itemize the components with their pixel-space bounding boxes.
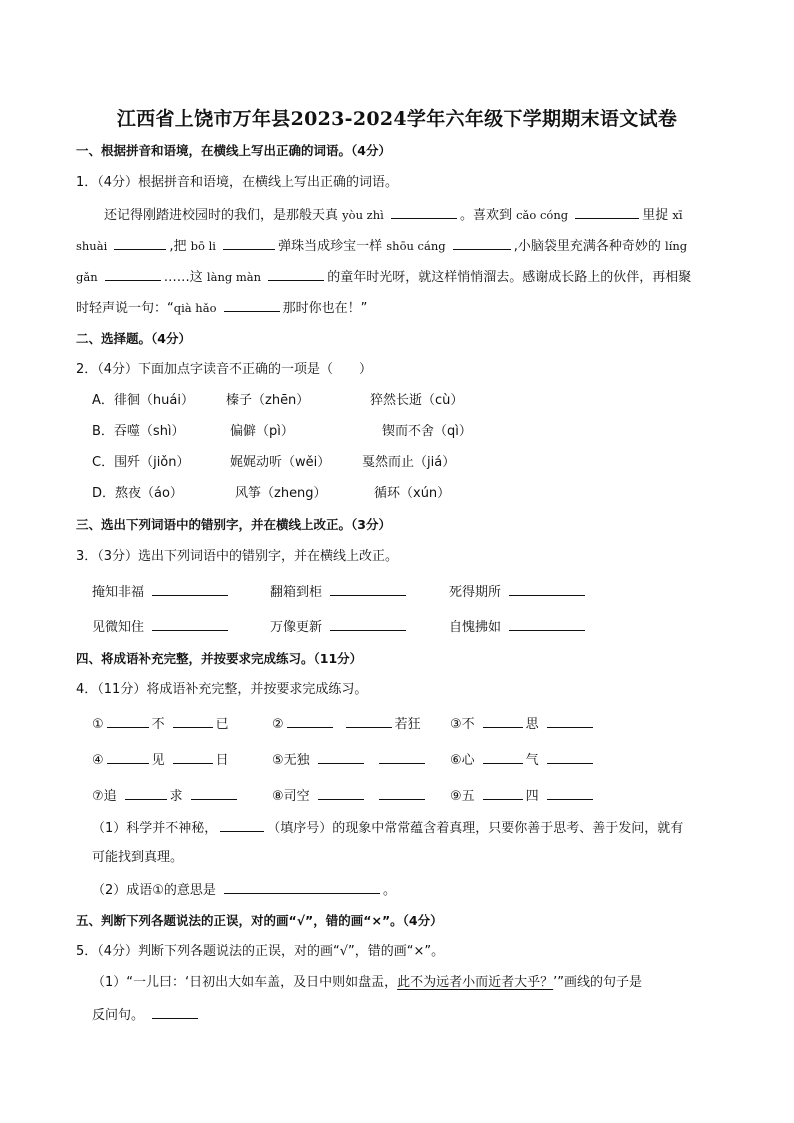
- idiom-9: ⑨五 四: [450, 786, 596, 806]
- q5-stem: 5．（4分）判断下列各题说法的正误，对的画“√”，错的画“×”。: [76, 944, 445, 959]
- q1-line-4: 时轻声说一句：“qià hǎo 那时你也在！”: [76, 298, 367, 318]
- q3-word: 万像更新: [270, 617, 409, 637]
- q4-sub-1-cont: 可能找到真理。: [92, 850, 184, 865]
- pinyin: bō li: [190, 239, 216, 253]
- option-d[interactable]: D．熬夜（áo）: [92, 486, 183, 501]
- answer-blank[interactable]: [483, 714, 523, 728]
- answer-blank[interactable]: [483, 750, 523, 764]
- page-title: 江西省上饶市万年县2023-2024学年六年级下学期期末语文试卷: [116, 108, 678, 130]
- answer-blank[interactable]: [379, 786, 425, 800]
- q1-line-2: shuài ,把 bō li 弹珠当成珍宝一样 shōu cáng ,小脑袋里充满各种奇妙的 líng: [76, 236, 687, 256]
- answer-blank[interactable]: [152, 1005, 198, 1019]
- option-b-word-3: 锲而不舍（qì）: [382, 424, 472, 439]
- option-c[interactable]: C．围歼（jiǒn）: [92, 455, 190, 470]
- q2-stem: 2．（4分）下面加点字读音不正确的一项是（ ）: [76, 362, 373, 377]
- q1-line-1: 还记得刚踏进校园时的我们，是那般天真 yòu zhì 。喜欢到 cǎo cóng 里捉 xī: [104, 205, 683, 225]
- answer-blank[interactable]: [220, 818, 264, 832]
- answer-blank[interactable]: [223, 236, 275, 250]
- answer-blank[interactable]: [547, 750, 593, 764]
- section-5-heading: 五、判断下列各题说法的正误，对的画“√”，错的画“×”。（4分）: [76, 913, 443, 928]
- answer-blank[interactable]: [107, 714, 149, 728]
- pinyin: cǎo cóng: [516, 208, 569, 222]
- answer-blank[interactable]: [379, 750, 425, 764]
- pinyin: làng màn: [206, 270, 262, 284]
- answer-blank[interactable]: [224, 880, 380, 894]
- idiom-3: ③不 思: [450, 714, 596, 734]
- idiom-1: ① 不 已: [92, 714, 229, 734]
- answer-blank[interactable]: [152, 617, 228, 631]
- answer-blank[interactable]: [391, 205, 457, 219]
- underlined-sentence: 此不为远者小而近者大乎？: [397, 975, 554, 990]
- q4-sub-1: （1）科学并不神秘， （填序号）的现象中常常蕴含着真理，只要你善于思考、善于发问，就有: [92, 818, 683, 838]
- q3-word: 死得期所: [449, 582, 588, 602]
- q5-sub-1: （1）“一儿曰：‘日初出大如车盖，及日中则如盘盂，此不为远者小而近者大乎？’”画线的句子是: [92, 975, 643, 990]
- answer-blank[interactable]: [575, 205, 639, 219]
- q3-word: 翻箱到柜: [270, 582, 409, 602]
- idiom-5: ⑤无独: [272, 750, 428, 770]
- q3-word: 自愧拂如: [449, 617, 588, 637]
- answer-blank[interactable]: [173, 750, 213, 764]
- option-d-word-2: 风筝（zheng）: [235, 486, 327, 501]
- q1-line-3: gǎn ……这 làng màn 的童年时光呀，就这样悄悄溜去。感谢成长路上的伙伴，再相聚: [76, 267, 691, 287]
- idiom-4: ④ 见 日: [92, 750, 229, 770]
- q4-sub-2: （2）成语①的意思是 。: [92, 880, 396, 900]
- answer-blank[interactable]: [268, 267, 324, 281]
- answer-blank[interactable]: [509, 582, 585, 596]
- pinyin: shōu cáng: [386, 239, 446, 253]
- pinyin: xī: [672, 208, 683, 222]
- answer-blank[interactable]: [114, 236, 166, 250]
- section-3-heading: 三、选出下列词语中的错别字，并在横线上改正。（3分）: [76, 517, 391, 532]
- option-c-word-3: 戛然而止（jiá）: [362, 455, 456, 470]
- answer-blank[interactable]: [191, 786, 237, 800]
- q5-sub-1-cont: 反问句。: [92, 1005, 201, 1025]
- q3-word: 见微知住: [92, 617, 231, 637]
- answer-blank[interactable]: [318, 750, 364, 764]
- answer-blank[interactable]: [346, 714, 392, 728]
- answer-blank[interactable]: [125, 786, 167, 800]
- answer-blank[interactable]: [330, 582, 406, 596]
- answer-blank[interactable]: [318, 786, 364, 800]
- idiom-7: ⑦追 求: [92, 786, 240, 806]
- pinyin: yòu zhì: [342, 208, 384, 222]
- q3-stem: 3．（3分）选出下列词语中的错别字，并在横线上改正。: [76, 549, 399, 564]
- option-d-word-3: 循环（xún）: [374, 486, 451, 501]
- section-4-heading: 四、将成语补充完整，并按要求完成练习。（11分）: [76, 651, 363, 666]
- answer-blank[interactable]: [287, 714, 333, 728]
- pinyin: shuài: [76, 239, 108, 253]
- option-a-word-2: 榛子（zhēn）: [226, 393, 310, 408]
- answer-blank[interactable]: [509, 617, 585, 631]
- option-b-word-2: 偏僻（pì）: [230, 424, 294, 439]
- answer-blank[interactable]: [547, 786, 593, 800]
- option-a[interactable]: A．徘徊（huái）: [92, 393, 194, 408]
- option-c-word-2: 娓娓动听（wěi）: [230, 455, 331, 470]
- answer-blank[interactable]: [483, 786, 523, 800]
- option-a-word-3: 猝然长逝（cù）: [370, 393, 464, 408]
- section-1-heading: 一、根据拼音和语境，在横线上写出正确的词语。（4分）: [76, 143, 391, 158]
- answer-blank[interactable]: [173, 714, 213, 728]
- pinyin: qià hǎo: [173, 301, 217, 315]
- pinyin: líng: [665, 239, 688, 253]
- answer-blank[interactable]: [224, 298, 280, 312]
- idiom-8: ⑧司空: [272, 786, 428, 806]
- q3-word: 掩知非福: [92, 582, 231, 602]
- q1-stem: 1．（4分）根据拼音和语境，在横线上写出正确的词语。: [76, 175, 399, 190]
- idiom-6: ⑥心 气: [450, 750, 596, 770]
- idiom-2: ② 若狂: [272, 714, 421, 734]
- answer-blank[interactable]: [152, 582, 228, 596]
- answer-blank[interactable]: [453, 236, 511, 250]
- q4-stem: 4．（11分）将成语补充完整，并按要求完成练习。: [76, 682, 368, 697]
- option-b[interactable]: B．吞噬（shì）: [92, 424, 185, 439]
- answer-blank[interactable]: [330, 617, 406, 631]
- answer-blank[interactable]: [105, 267, 161, 281]
- section-2-heading: 二、选择题。（4分）: [76, 331, 191, 346]
- answer-blank[interactable]: [547, 714, 593, 728]
- pinyin: gǎn: [76, 270, 98, 284]
- answer-blank[interactable]: [107, 750, 149, 764]
